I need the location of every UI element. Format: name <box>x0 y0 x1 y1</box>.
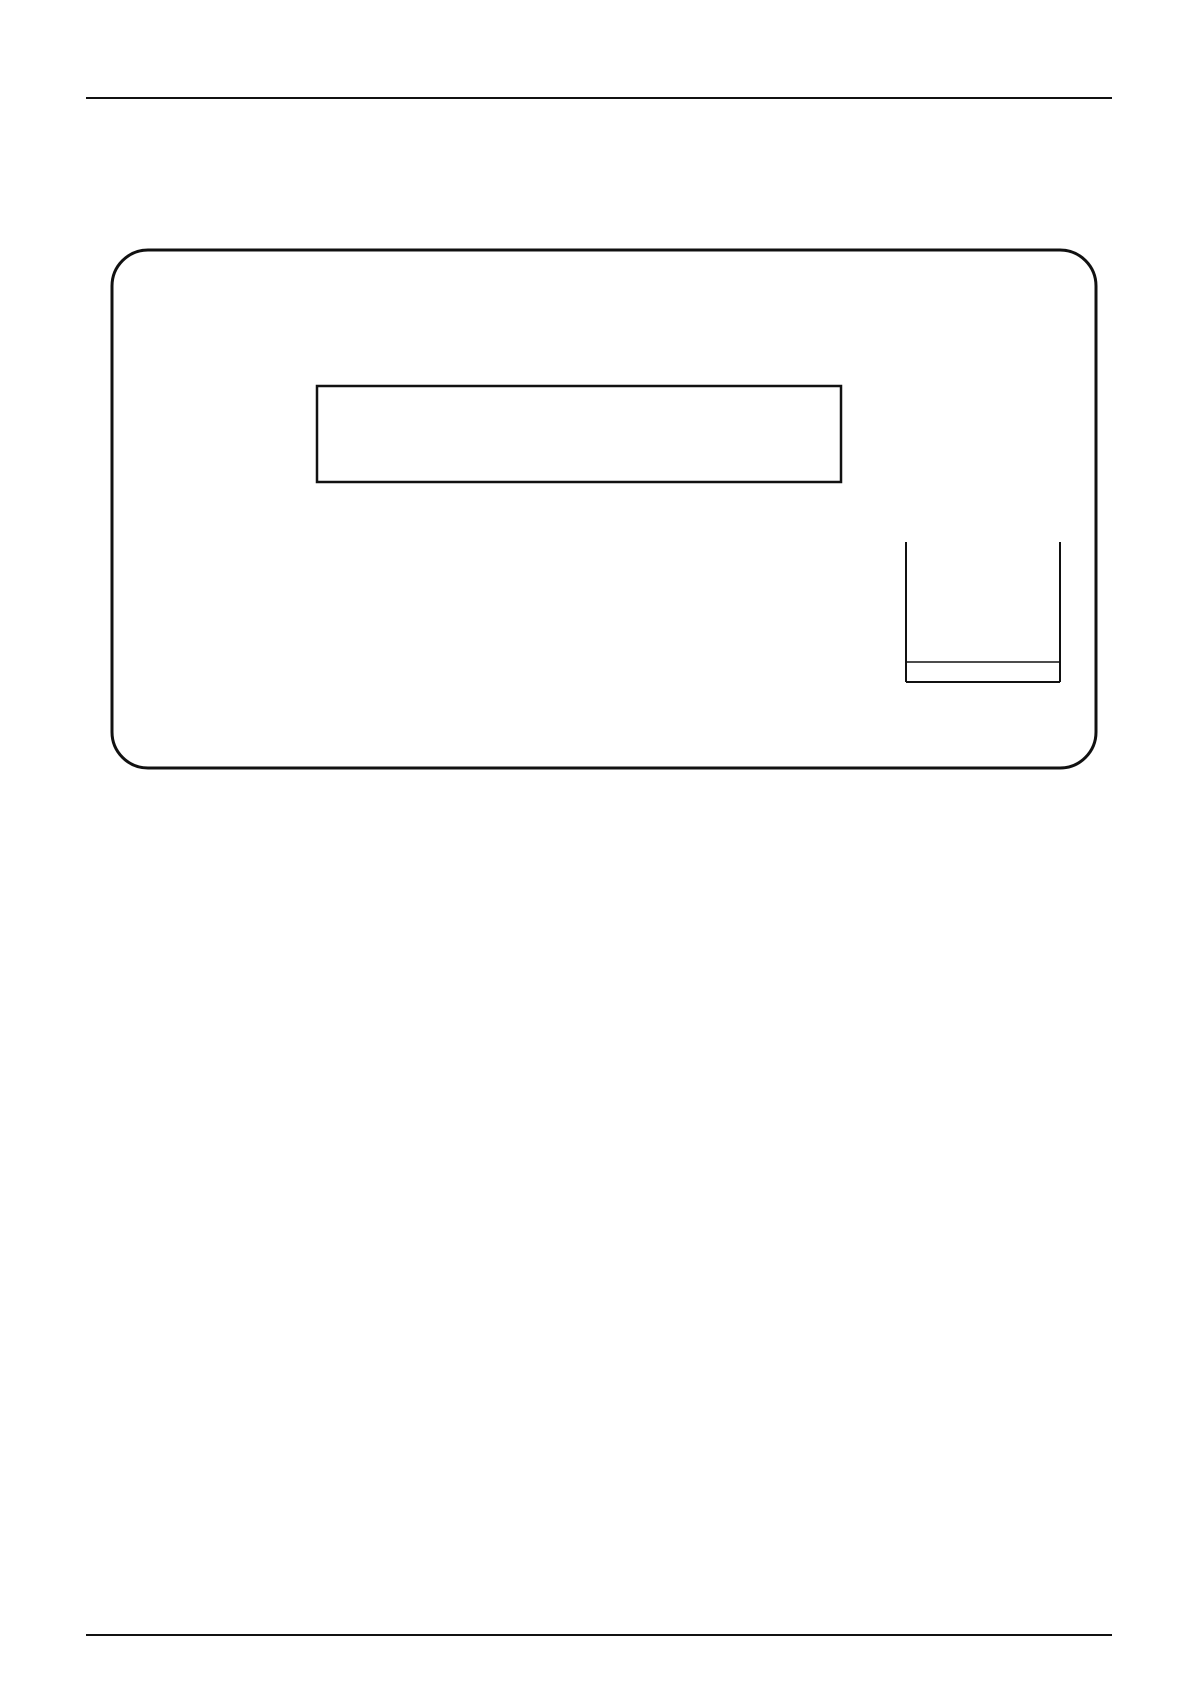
top-rule <box>86 97 1112 99</box>
board-outline <box>112 250 1096 768</box>
bottom-rule <box>86 1634 1112 1636</box>
con1-connector <box>317 386 841 482</box>
connector-board-diagram <box>110 248 1100 772</box>
foam-marker-connector <box>906 542 1060 682</box>
